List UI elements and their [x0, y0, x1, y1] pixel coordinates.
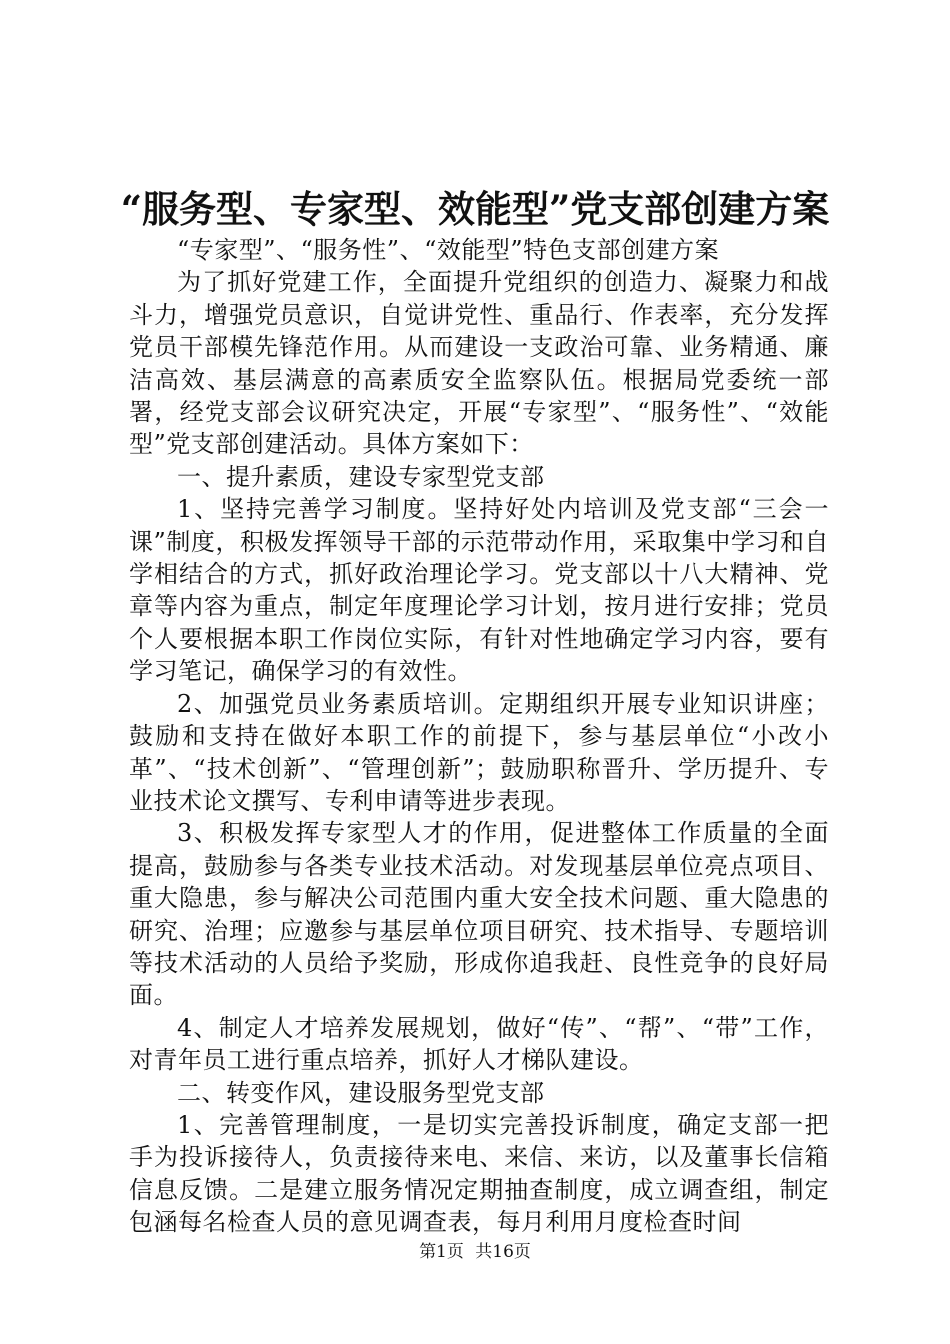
paragraph-1-2: 2、加强党员业务素质培训。定期组织开展专业知识讲座；鼓励和支持在做好本职工作的前提下，参与基层单位“小改小革”、“技术创新”、“管理创新”；鼓励职称晋升、学历提升、专业技术论文撰写、专利申请等进步表现。: [129, 689, 829, 815]
paragraph-intro: 为了抓好党建工作，全面提升党组织的创造力、凝聚力和战斗力，增强党员意识，自觉讲党性、重品行、作表率，充分发挥党员干部模先锋范作用。从而建设一支政治可靠、业务精通、廉洁高效、基层满意的高素质安全监察队伍。根据局党委统一部署，经党支部会议研究决定，开展“专家型”、“服务性”、“效能型”党支部创建活动。具体方案如下：: [129, 268, 829, 459]
page-footer: [0, 1240, 950, 1264]
section-heading-2: 二、转变作风，建设服务型党支部: [177, 1078, 545, 1107]
paragraph-1-4: 4、制定人才培养发展规划，做好“传”、“帮”、“带”工作，对青年员工进行重点培养，抓好人才梯队建设。: [129, 1013, 829, 1075]
paragraph-1-3: 3、积极发挥专家型人才的作用，促进整体工作质量的全面提高，鼓励参与各类专业技术活动。对发现基层单位亮点项目、重大隐患，参与解决公司范围内重大安全技术问题、重大隐患的研究、治理；应邀参与基层单位项目研究、技术指导、专题培训等技术活动的人员给予奖励，形成你追我赶、良性竞争的良好局面。: [129, 819, 829, 1010]
document-title: “服务型、专家型、效能型”党支部创建方案: [120, 187, 830, 231]
paragraph-2-1: 1、完善管理制度，一是切实完善投诉制度，确定支部一把手为投诉接待人，负责接待来电、来信、来访，以及董事长信箱信息反馈。二是建立服务情况定期抽查制度，成立调查组，制定包涵每名检查人员的意见调查表，每月利用月度检查时间: [129, 1110, 829, 1237]
section-heading-1: 一、提升素质，建设专家型党支部: [177, 462, 545, 491]
paragraph-subtitle: “专家型”、“服务性”、“效能型”特色支部创建方案: [177, 236, 720, 264]
page-total: 共16页: [475, 1242, 531, 1262]
paragraph-1-1: 1、坚持完善学习制度。坚持好处内培训及党支部“三会一课”制度，积极发挥领导干部的示范带动作用，采取集中学习和自学相结合的方式，抓好政治理论学习。党支部以十八大精神、党章等内容为重点，制定年度理论学习计划，按月进行安排；党员个人要根据本职工作岗位实际，有针对性地确定学习内容，要有学习笔记，确保学习的有效性。: [129, 495, 829, 686]
page-number: 第1页: [419, 1242, 464, 1262]
document-body: [129, 234, 829, 1239]
